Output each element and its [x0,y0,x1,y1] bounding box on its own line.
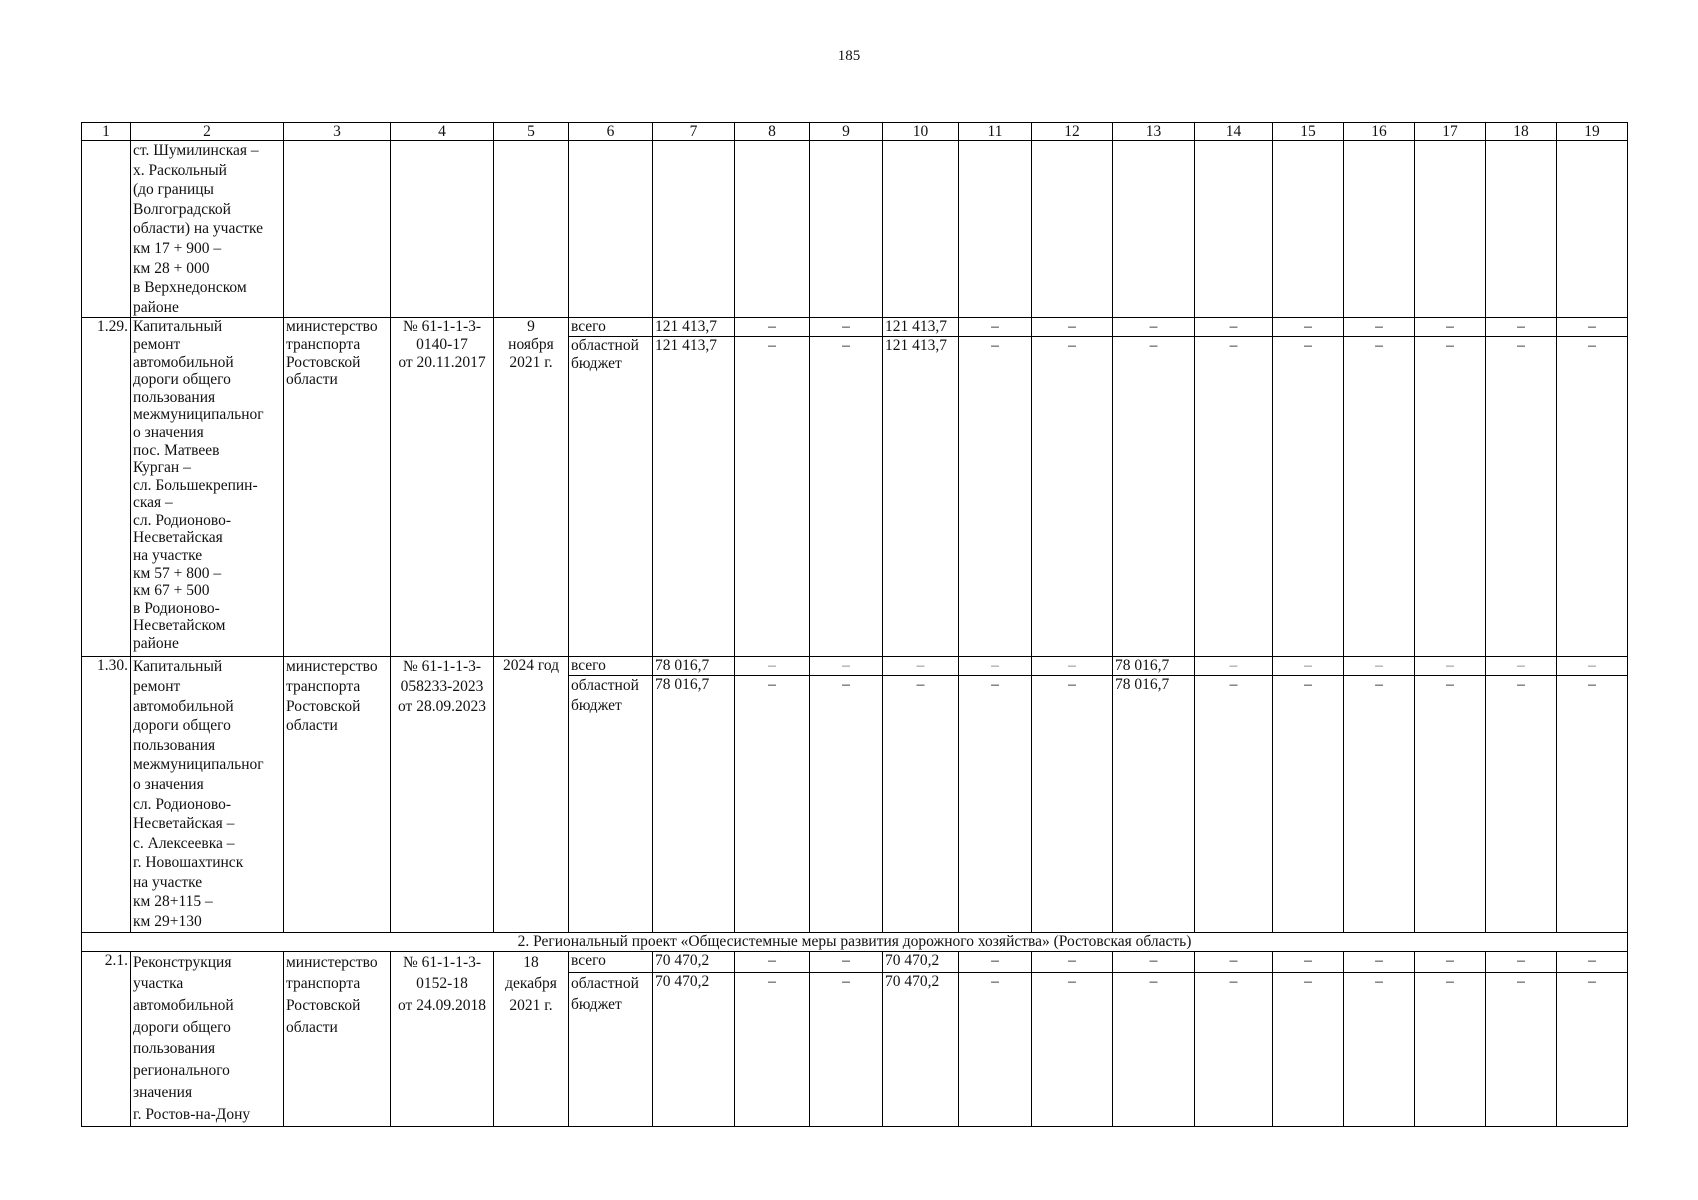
deadline: 2024 год [494,657,569,932]
dash-cell: – [1415,318,1486,337]
dash-cell: – [1557,676,1628,932]
dash-cell: – [1486,676,1557,932]
empty-cell [883,141,959,318]
dash-cell: – [1415,972,1486,1126]
column-header: 5 [494,123,569,141]
value-cell: 121 413,7 [883,337,959,657]
value-cell: 70 470,2 [653,951,735,972]
column-header: 8 [735,123,810,141]
dash-cell: – [1557,972,1628,1126]
responsible-body: министерство транспорта Ростовской области [284,951,391,1126]
column-header: 13 [1113,123,1195,141]
dash-cell: – [1032,337,1113,657]
column-header: 6 [569,123,653,141]
column-header: 4 [391,123,494,141]
value-cell: 78 016,7 [653,676,735,932]
page-number: 185 [837,48,861,64]
row-index: 2.1. [82,951,131,1126]
dash-cell: – [1557,318,1628,337]
empty-cell [1344,141,1415,318]
column-header: 7 [653,123,735,141]
dash-cell: – [735,657,810,676]
empty-cell [1032,141,1113,318]
object-name: Реконструкция участка автомобильной дороги общего пользования регионального значения г. Ростов-на-Дону [131,951,284,1126]
object-name: Капитальный ремонт автомобильной дороги общего пользования межмуниципальног о значения сл. Родионово- Несветайская – с. Алексеевка – г. Новошахтинск на участке км 28+115 – км 29+130 [131,657,284,932]
dash-cell: – [959,676,1032,932]
dash-cell: – [1415,337,1486,657]
dash-cell: – [1113,972,1195,1126]
empty-cell [494,141,569,318]
dash-cell: – [959,337,1032,657]
dash-cell: – [1273,318,1344,337]
column-number-row [82,123,1628,141]
empty-cell [959,141,1032,318]
dash-cell: – [1273,951,1344,972]
dash-cell: – [1113,318,1195,337]
section-title: 2. Региональный проект «Общесистемные меры развития дорожного хозяйства» (Ростовская область) [82,932,1628,951]
dash-cell: – [1032,676,1113,932]
dash-cell: – [959,657,1032,676]
dash-cell: – [1344,676,1415,932]
column-header: 9 [810,123,883,141]
dash-cell: – [883,657,959,676]
dash-cell: – [1486,972,1557,1126]
dash-cell: – [810,951,883,972]
dash-cell: – [1195,318,1273,337]
row-index [82,141,131,318]
dash-cell: – [1195,676,1273,932]
dash-cell: – [959,318,1032,337]
empty-cell [569,141,653,318]
dash-cell: – [735,337,810,657]
dash-cell: – [810,318,883,337]
dash-cell: – [810,657,883,676]
dash-cell: – [1195,337,1273,657]
column-header: 12 [1032,123,1113,141]
dash-cell: – [735,951,810,972]
dash-cell: – [1195,951,1273,972]
table-row [82,951,1628,972]
column-header: 1 [82,123,131,141]
deadline: 18 декабря 2021 г. [494,951,569,1126]
expertise-document: № 61-1-1-3- 058233-2023 от 28.09.2023 [391,657,494,932]
value-cell: 70 470,2 [653,972,735,1126]
dash-cell: – [1032,972,1113,1126]
dash-cell: – [959,951,1032,972]
funding-source: областной бюджет [569,972,653,1126]
dash-cell: – [1557,951,1628,972]
responsible-body: министерство транспорта Ростовской области [284,318,391,657]
column-header: 16 [1344,123,1415,141]
dash-cell: – [1113,337,1195,657]
dash-cell: – [735,972,810,1126]
empty-cell [1273,141,1344,318]
dash-cell: – [810,676,883,932]
dash-cell: – [1032,657,1113,676]
investment-table [81,122,1628,1127]
dash-cell: – [1344,337,1415,657]
value-cell: 70 470,2 [883,951,959,972]
dash-cell: – [1195,657,1273,676]
dash-cell: – [1557,337,1628,657]
value-cell: 78 016,7 [1113,657,1195,676]
table-row [82,657,1628,676]
value-cell: 121 413,7 [883,318,959,337]
funding-source: областной бюджет [569,337,653,657]
empty-cell [1113,141,1195,318]
empty-cell [1486,141,1557,318]
empty-cell [391,141,494,318]
empty-cell [653,141,735,318]
object-name: ст. Шумилинская – х. Раскольный (до границы Волгоградской области) на участке км 17 + 900 – км 28 + 000 в Верхнедонском районе [131,141,284,318]
column-header: 15 [1273,123,1344,141]
dash-cell: – [1344,972,1415,1126]
dash-cell: – [1344,318,1415,337]
table-row [82,141,1628,318]
column-header: 11 [959,123,1032,141]
dash-cell: – [1273,337,1344,657]
column-header: 18 [1486,123,1557,141]
dash-cell: – [1557,657,1628,676]
dash-cell: – [735,676,810,932]
section-row [82,932,1628,951]
dash-cell: – [1273,972,1344,1126]
dash-cell: – [1486,318,1557,337]
column-header: 19 [1557,123,1628,141]
dash-cell: – [1486,657,1557,676]
row-index: 1.30. [82,657,131,932]
responsible-body: министерство транспорта Ростовской области [284,657,391,932]
column-header: 2 [131,123,284,141]
column-header: 3 [284,123,391,141]
value-cell: 70 470,2 [883,972,959,1126]
empty-cell [284,141,391,318]
dash-cell: – [1273,676,1344,932]
funding-source: всего [569,951,653,972]
empty-cell [1557,141,1628,318]
dash-cell: – [1415,676,1486,932]
dash-cell: – [1344,657,1415,676]
expertise-document: № 61-1-1-3- 0152-18 от 24.09.2018 [391,951,494,1126]
empty-cell [810,141,883,318]
empty-cell [1195,141,1273,318]
row-index: 1.29. [82,318,131,657]
dash-cell: – [1486,337,1557,657]
dash-cell: – [735,318,810,337]
dash-cell: – [810,337,883,657]
dash-cell: – [1273,657,1344,676]
deadline: 9 ноября 2021 г. [494,318,569,657]
dash-cell: – [1344,951,1415,972]
funding-source: всего [569,657,653,676]
object-name: Капитальный ремонт автомобильной дороги общего пользования межмуниципальног о значения пос. Матвеев Курган – сл. Большекрепин- ская – сл. Родионово- Несветайская на участке км 57 + 800 – км 67 + 500 в Родионово- Несветайском районе [131,318,284,657]
dash-cell: – [1032,318,1113,337]
empty-cell [735,141,810,318]
dash-cell: – [1195,972,1273,1126]
dash-cell: – [1415,951,1486,972]
dash-cell: – [1113,951,1195,972]
dash-cell: – [1415,657,1486,676]
value-cell: 78 016,7 [1113,676,1195,932]
empty-cell [1415,141,1486,318]
expertise-document: № 61-1-1-3- 0140-17 от 20.11.2017 [391,318,494,657]
dash-cell: – [1032,951,1113,972]
funding-source: областной бюджет [569,676,653,932]
table-row [82,318,1628,337]
dash-cell: – [959,972,1032,1126]
value-cell: 78 016,7 [653,657,735,676]
funding-source: всего [569,318,653,337]
column-header: 10 [883,123,959,141]
column-header: 14 [1195,123,1273,141]
value-cell: 121 413,7 [653,318,735,337]
dash-cell: – [883,676,959,932]
dash-cell: – [1486,951,1557,972]
value-cell: 121 413,7 [653,337,735,657]
dash-cell: – [810,972,883,1126]
column-header: 17 [1415,123,1486,141]
